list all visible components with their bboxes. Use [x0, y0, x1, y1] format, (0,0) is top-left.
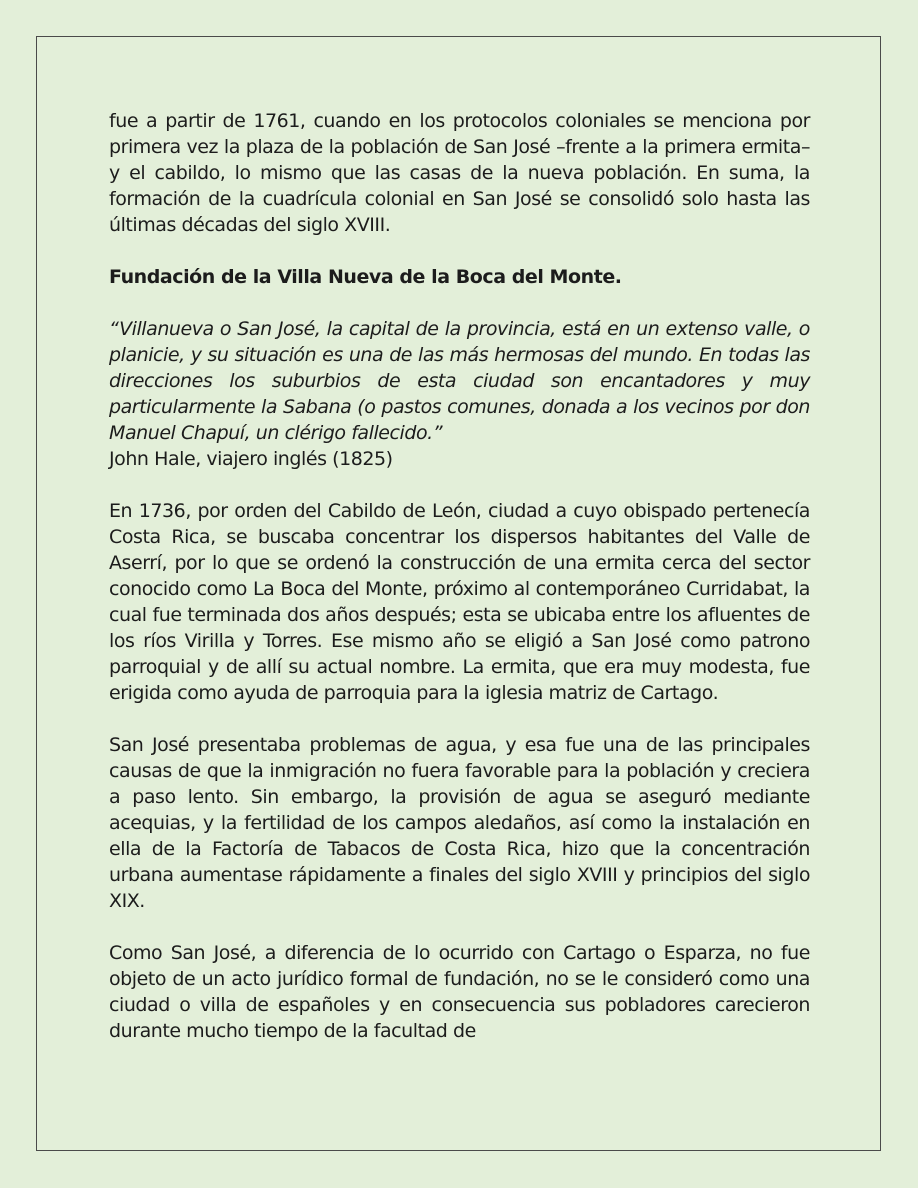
paragraph-legal-status: Como San José, a diferencia de lo ocurrido con Cartago o Esparza, no fue objeto de un acto jurídico formal de fundación, no se le consideró como una ciudad o villa de españoles y en consecuencia sus pobladores carecieron durante mucho tiempo de la facultad de — [109, 942, 810, 1042]
quote-text: “Villanueva o San José, la capital de la provincia, está en un extenso valle, o planicie, y su situación es una de las más hermosas del mundo. En todas las direcciones los suburbios de esta ciudad son encantadores y muy particularmente la Sabana (o pastos comunes, donada a los vecinos por don Manuel Chapuí, un clérigo fallecido.” — [109, 318, 810, 444]
paragraph-founding: En 1736, por orden del Cabildo de León, ciudad a cuyo obispado pertenecía Costa Rica, se buscaba concentrar los dispersos habitantes del Valle de Aserrí, por lo que se ordenó la construcción de una ermita cerca del sector conocido como La Boca del Monte, próximo al contemporáneo Curridabat, la cual fue terminada dos años después; esta se ubicaba entre los afluentes de los ríos Virilla y Torres. Ese mismo año se eligió a San José como patrono parroquial y de allí su actual nombre. La ermita, que era muy modesta, fue erigida como ayuda de parroquia para la iglesia matriz de Cartago. — [109, 500, 810, 704]
document-body — [109, 108, 810, 1070]
quote-attribution: John Hale, viajero inglés (1825) — [109, 448, 393, 470]
section-heading: Fundación de la Villa Nueva de la Boca del Monte. — [109, 266, 622, 288]
paragraph-water: San José presentaba problemas de agua, y esa fue una de las principales causas de que la inmigración no fuera favorable para la población y creciera a paso lento. Sin embargo, la provisión de agua se aseguró mediante acequias, y la fertilidad de los campos aledaños, así como la instalación en ella de la Factoría de Tabacos de Costa Rica, hizo que la concentración urbana aumentase rápidamente a finales del siglo XVIII y principios del siglo XIX. — [109, 734, 810, 912]
paragraph-intro: fue a partir de 1761, cuando en los protocolos coloniales se menciona por primera vez la plaza de la población de San José –frente a la primera ermita– y el cabildo, lo mismo que las casas de la nueva población. En suma, la formación de la cuadrícula colonial en San José se consolidó solo hasta las últimas décadas del siglo XVIII. — [109, 110, 810, 236]
quote-block — [109, 316, 810, 472]
